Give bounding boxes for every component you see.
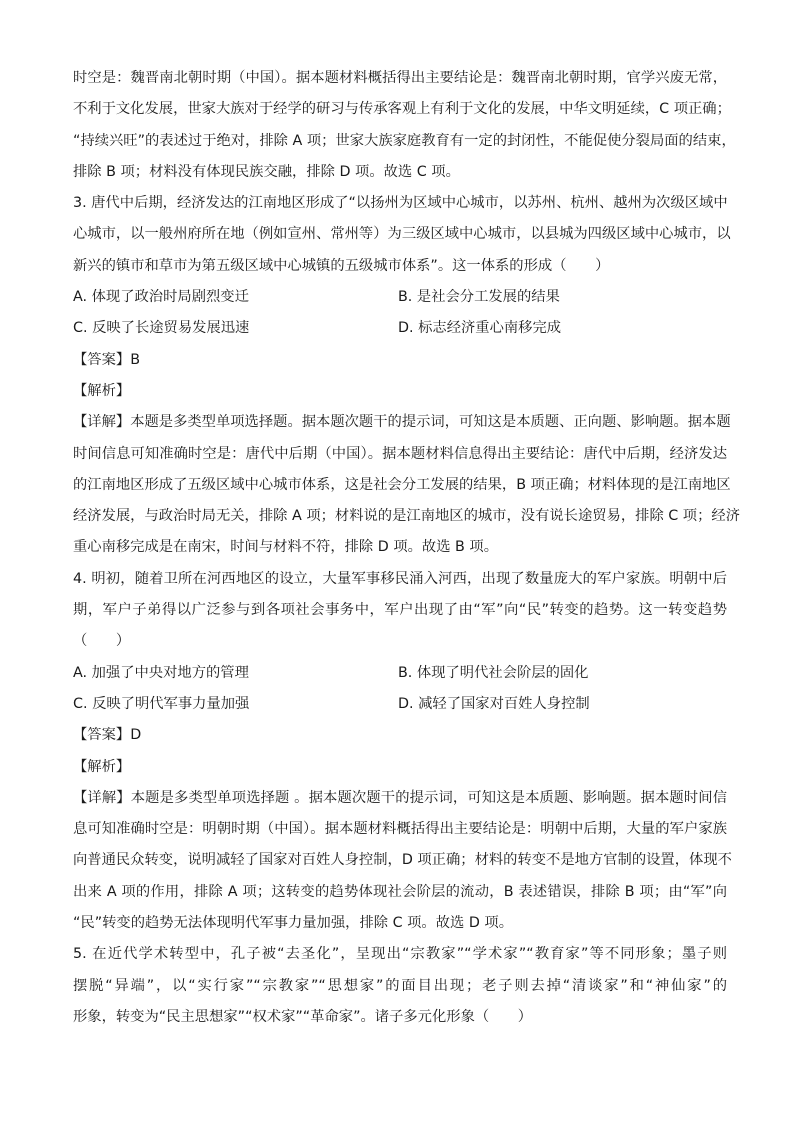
- question-3: [73, 188, 740, 564]
- question-4: [73, 564, 732, 940]
- text-line: 不利于文化发展，世家大族对于经学的研习与传承客观上有利于文化的发展，中华文明延续，C 项正确；: [73, 101, 731, 118]
- question-stem-line: 3. 唐代中后期，经济发达的江南地区形成了“以扬州为区域中心城市，以苏州、杭州、越州为次级区域中: [73, 195, 728, 212]
- detail-line: 向普通民众转变，说明减轻了国家对百姓人身控制，D 项正确；材料的转变不是地方官制的设置，体现不: [73, 852, 732, 869]
- question-stem-line: （ ）: [73, 633, 131, 650]
- detail-text: 本题是多类型单项选择题。据本题次题干的提示词，可知这是本质题、正向题、影响题。据本题: [130, 414, 731, 431]
- detail-tag: 【详解】: [73, 414, 131, 431]
- document-body: [73, 63, 740, 1033]
- detail-tag: 【详解】: [73, 789, 131, 806]
- answer-tag: 【答案】: [73, 351, 131, 368]
- detail-line: [73, 783, 727, 814]
- question-stem-line: 心城市，以一般州府所在地（例如宣州、常州等）为三级区域中心城市，以县城为四级区域中心城市，以: [73, 226, 731, 243]
- option-b: B. 是社会分工发展的结果: [398, 289, 560, 306]
- analysis-heading: 【解析】: [73, 382, 131, 399]
- option-c: C. 反映了长途贸易发展迅速: [73, 320, 250, 337]
- option-d: D. 减轻了国家对百姓人身控制: [398, 695, 590, 712]
- answer-tag: 【答案】: [73, 727, 131, 744]
- option-b: B. 体现了明代社会阶层的固化: [398, 664, 589, 681]
- options-row: [73, 313, 727, 344]
- answer-value: B: [130, 351, 140, 368]
- question-stem-line: 5. 在近代学术转型中，孔子被“去圣化”，呈现出“宗教家”“学术家”“教育家”等不同形象；墨子则: [73, 946, 727, 963]
- option-a: A. 加强了中央对地方的管理: [73, 664, 249, 681]
- question-stem-line: 形象，转变为“民主思想家”“权术家”“革命家”。诸子多元化形象（ ）: [73, 1008, 533, 1025]
- option-a: A. 体现了政治时局剧烈变迁: [73, 289, 249, 306]
- options-row: [73, 689, 727, 720]
- detail-line: 的江南地区形成了五级区域中心城市体系，这是社会分工发展的结果，B 项正确；材料体现的是江南地区: [73, 476, 731, 493]
- options-row: [73, 282, 727, 313]
- option-c: C. 反映了明代军事力量加强: [73, 695, 250, 712]
- question-stem-line: 新兴的镇市和草市为第五级区域中心城镇的五级城市体系”。这一体系的形成（ ）: [73, 257, 610, 274]
- text-line: 时空是：魏晋南北朝时期（中国）。据本题材料概括得出主要结论是：魏晋南北朝时期，官学兴废无常，: [73, 70, 727, 86]
- detail-line: [73, 407, 731, 438]
- detail-line: 重心南移完成是在南宋，时间与材料不符，排除 D 项。故选 B 项。: [73, 539, 499, 556]
- intro-paragraph: [73, 63, 736, 188]
- detail-line: “民”转变的趋势无法体现明代军事力量加强，排除 C 项。故选 D 项。: [73, 915, 513, 932]
- answer-line: [73, 720, 727, 751]
- question-stem-line: 摆脱“异端”，以“实行家”“宗教家”“思想家”的面目出现；老子则去掉“清谈家”和“神仙家”的: [73, 977, 727, 994]
- option-d: D. 标志经济重心南移完成: [398, 320, 562, 337]
- detail-line: 经济发展，与政治时局无关，排除 A 项；材料说的是江南地区的城市，没有说长途贸易，排除 C 项；经济: [73, 508, 740, 525]
- detail-text: 本题是多类型单项选择题 。据本题次题干的提示词，可知这是本质题、影响题。据本题时间信: [130, 789, 727, 806]
- question-stem-line: 4. 明初，随着卫所在河西地区的设立，大量军事移民涌入河西，出现了数量庞大的军户家族。明朝中后: [73, 570, 727, 587]
- question-stem-line: 期，军户子弟得以广泛参与到各项社会事务中，军户出现了由“军”向“民”转变的趋势。这一转变趋势: [73, 602, 727, 619]
- options-row: [73, 658, 727, 689]
- answer-line: [73, 345, 727, 376]
- detail-line: 时间信息可知准确时空是：唐代中后期（中国）。据本题材料信息得出主要结论：唐代中后期，经济发达: [73, 445, 727, 462]
- text-line: 排除 B 项；材料没有体现民族交融，排除 D 项。故选 C 项。: [73, 163, 460, 180]
- analysis-heading: 【解析】: [73, 758, 131, 775]
- question-5: [73, 939, 727, 1033]
- detail-line: 出来 A 项的作用，排除 A 项；这转变的趋势体现社会阶层的流动，B 表述错误，排除 B 项；由“军”向: [73, 883, 727, 900]
- text-line: “持续兴旺”的表述过于绝对，排除 A 项；世家大族家庭教育有一定的封闭性，不能促使分裂局面的结束，: [73, 132, 736, 149]
- detail-line: 息可知准确时空是：明朝时期（中国）。据本题材料概括得出主要结论是：明朝中后期，大量的军户家族: [73, 821, 727, 838]
- answer-value: D: [130, 727, 142, 744]
